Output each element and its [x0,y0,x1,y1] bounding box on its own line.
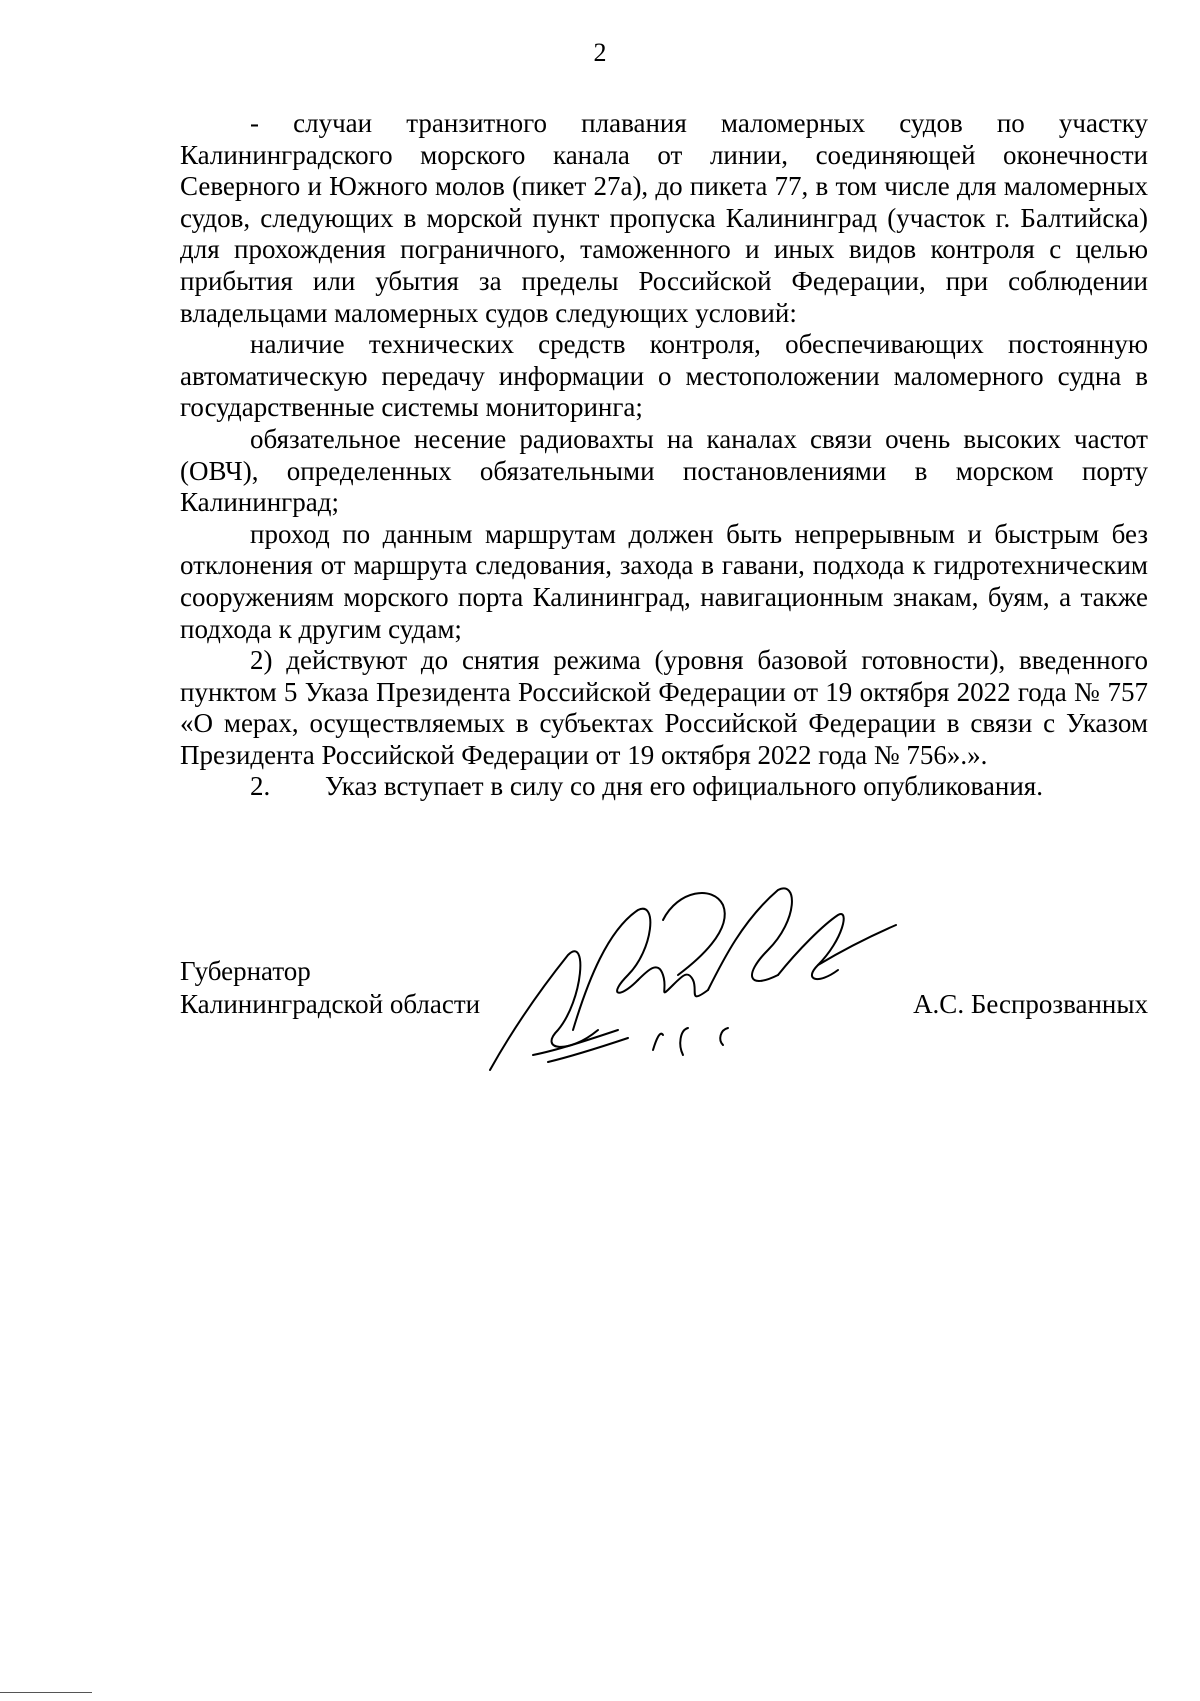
paragraph-validity: 2) действуют до снятия режима (уровня базовой готовности), введенного пунктом 5 Указа Президента Российской Федерации от 19 октября 2022 года № 757 «О мерах, осуществляемых в субъектах Российской Федерации в связи с Указом Президента Российской Федерации от 19 октября 2022 года № 756».». [180,645,1148,770]
handwritten-signature [478,880,898,1080]
signatory-title-line1: Губернатор [180,956,311,986]
footer-rule [0,1692,92,1693]
paragraph-technical-means: наличие технических средств контроля, обеспечивающих постоянную автоматическую передачу информации о местоположении маломерного судна в государственные системы мониторинга; [180,329,1148,423]
paragraph-entry-into-force [180,771,1148,803]
item-number: 2. [250,771,271,802]
item-text: Указ вступает в силу со дня его официального опубликования. [325,771,1043,802]
signatory-name: А.С. Беспрозванных [913,989,1148,1019]
paragraph-route-passage: проход по данным маршрутам должен быть непрерывным и быстрым без отклонения от маршрута следования, захода в гавани, подхода к гидротехническим сооружениям морского порта Калининград, навигационным знакам, буям, а также подхода к другим судам; [180,518,1148,644]
paragraph-radio-watch: обязательное несение радиовахты на каналах связи очень высоких частот (ОВЧ), определенных обязательными постановлениями в морском порту Калининград; [180,423,1148,518]
paragraph-transit-cases: - случаи транзитного плавания маломерных судов по участку Калининградского морского канала от линии, соединяющей оконечности Северного и Южного молов (пикет 27а), до пикета 77, в том числе для маломерных судов, следующих в морской пункт пропуска Калининград (участок г. Балтийска) для прохождения пограничного, таможенного и иных видов контроля с целью прибытия или убытия за пределы Российской Федерации, при соблюдении владельцами маломерных судов следующих условий: [180,108,1148,328]
page-number: 2 [593,38,607,67]
signatory-title [180,955,480,1021]
document-body [180,108,1148,803]
signatory-title-line2: Калининградской области [180,989,481,1019]
